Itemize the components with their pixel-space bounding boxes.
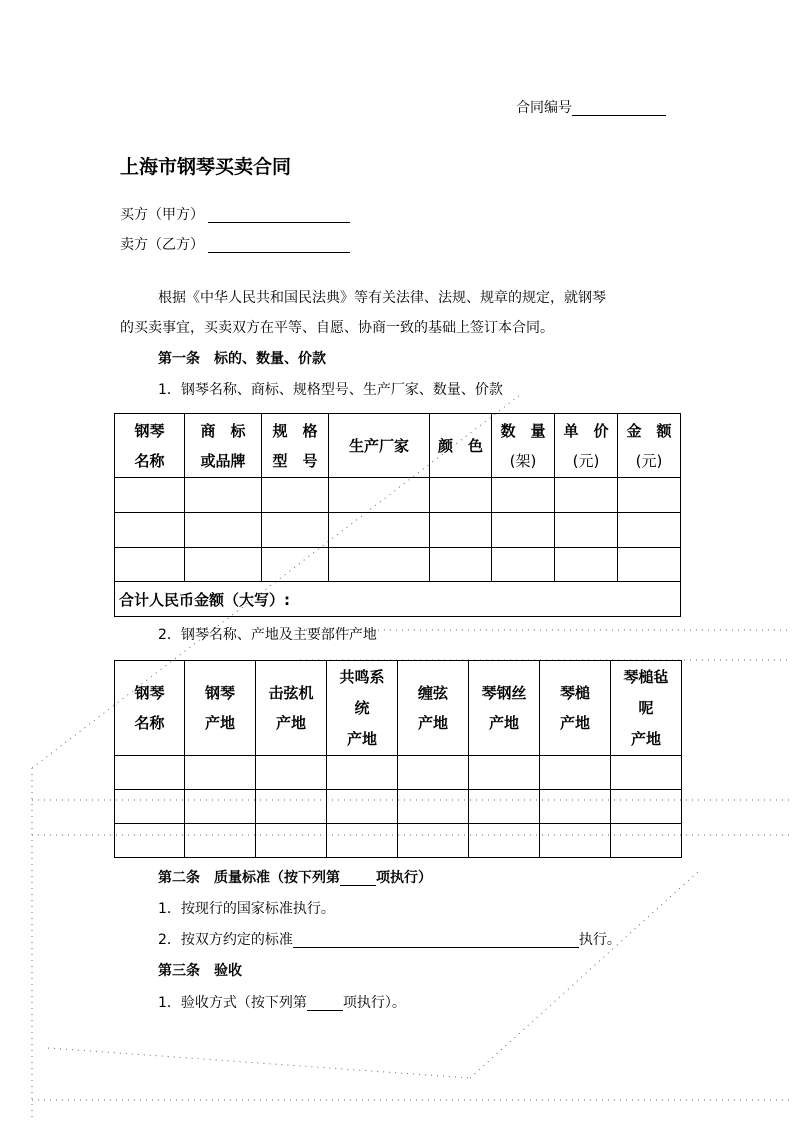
article-2-item-2: [158, 932, 621, 948]
header-bass-string-origin: 缠弦 产地: [398, 661, 469, 756]
header-piano-name: 钢琴 名称: [115, 661, 185, 756]
table-cell[interactable]: [256, 824, 327, 858]
table-cell[interactable]: [256, 756, 327, 790]
table-cell[interactable]: [430, 478, 492, 513]
article-1-heading: 第一条 标的、数量、价款: [158, 351, 326, 367]
table-row: [115, 756, 682, 790]
article-2-item-1: 1．按现行的国家标准执行。: [158, 901, 335, 917]
table-cell[interactable]: [256, 790, 327, 824]
piano-origin-table: [114, 660, 682, 858]
buyer-blank: [208, 208, 350, 223]
header-soundboard-origin: 共鸣系 统 产地: [327, 661, 398, 756]
header-hammer-origin: 琴槌 产地: [540, 661, 611, 756]
header-unit-price: 单 价 (元): [555, 414, 618, 478]
table-cell[interactable]: [469, 756, 540, 790]
contract-number-blank: [572, 101, 666, 116]
table-cell[interactable]: [329, 548, 430, 582]
table-cell[interactable]: [555, 548, 618, 582]
header-brand: 商 标 或品牌: [185, 414, 262, 478]
table-row: [115, 824, 682, 858]
table-cell[interactable]: [329, 513, 430, 548]
table-cell[interactable]: [618, 513, 681, 548]
table-cell[interactable]: [618, 548, 681, 582]
buyer-field: [120, 207, 350, 223]
table-cell[interactable]: [469, 824, 540, 858]
table-cell[interactable]: [540, 790, 611, 824]
table-cell[interactable]: [185, 790, 256, 824]
header-hammer-felt-origin: 琴槌毡 呢 产地: [611, 661, 682, 756]
table-cell[interactable]: [540, 824, 611, 858]
article-3-item-1: [158, 995, 406, 1011]
seller-field: [120, 237, 350, 253]
table-cell[interactable]: [469, 790, 540, 824]
preamble-line-1: 根据《中华人民共和国民法典》等有关法律、法规、规章的规定，就钢琴: [158, 290, 606, 306]
table-cell[interactable]: [618, 478, 681, 513]
table-cell[interactable]: [611, 756, 682, 790]
table-cell[interactable]: [492, 513, 555, 548]
article-1-item-2: 2．钢琴名称、产地及主要部件产地: [158, 627, 377, 643]
table-cell[interactable]: [398, 790, 469, 824]
article-2-item-2-prefix: 2．按双方约定的标准: [158, 932, 293, 948]
table-cell[interactable]: [430, 513, 492, 548]
table-cell[interactable]: [262, 548, 329, 582]
buyer-label: 买方（甲方）: [120, 207, 204, 223]
table-row: [115, 478, 681, 513]
article-2-heading-suffix: 项执行）: [376, 870, 432, 886]
piano-pricing-table: [114, 413, 681, 617]
table-cell[interactable]: [115, 756, 185, 790]
article-3-option-blank[interactable]: [307, 997, 343, 1011]
article-3-item-1-prefix: 1．验收方式（按下列第: [158, 995, 307, 1011]
total-row: [115, 582, 681, 617]
header-piano-origin: 钢琴 产地: [185, 661, 256, 756]
table-cell[interactable]: [327, 824, 398, 858]
article-2-heading: [158, 870, 432, 886]
table-cell[interactable]: [185, 756, 256, 790]
table-row: [115, 548, 681, 582]
table-cell[interactable]: [327, 756, 398, 790]
article-2-option-blank[interactable]: [340, 872, 376, 886]
table-cell[interactable]: [115, 478, 185, 513]
table-cell[interactable]: [185, 548, 262, 582]
table-cell[interactable]: [327, 790, 398, 824]
total-amount-label: 合计人民币金额（大写）:: [115, 582, 681, 617]
contract-number-label: 合同编号: [516, 100, 572, 116]
header-piano-name: 钢琴 名称: [115, 414, 185, 478]
header-color: 颜 色: [430, 414, 492, 478]
table-cell[interactable]: [555, 513, 618, 548]
table-row: [115, 513, 681, 548]
table-cell[interactable]: [540, 756, 611, 790]
table-cell[interactable]: [262, 513, 329, 548]
article-1-item-1: 1．钢琴名称、商标、规格型号、生产厂家、数量、价款: [158, 382, 503, 398]
table-header-row: [115, 414, 681, 478]
table-cell[interactable]: [398, 756, 469, 790]
table-cell[interactable]: [185, 513, 262, 548]
table-cell[interactable]: [185, 824, 256, 858]
article-3-item-1-suffix: 项执行）。: [342, 995, 406, 1011]
header-action-origin: 击弦机 产地: [256, 661, 327, 756]
table-cell[interactable]: [430, 548, 492, 582]
article-3-heading: 第三条 验收: [158, 963, 242, 979]
document-title: 上海市钢琴买卖合同: [120, 156, 292, 178]
table-cell[interactable]: [492, 478, 555, 513]
table-cell[interactable]: [262, 478, 329, 513]
table-cell[interactable]: [329, 478, 430, 513]
seller-blank: [208, 238, 350, 253]
article-2-heading-prefix: 第二条 质量标准（按下列第: [158, 870, 340, 886]
table-cell[interactable]: [185, 478, 262, 513]
contract-number-field: [516, 100, 666, 116]
table-cell[interactable]: [115, 548, 185, 582]
agreed-standard-blank[interactable]: [293, 933, 579, 948]
header-quantity: 数 量 (架): [492, 414, 555, 478]
table-cell[interactable]: [115, 790, 185, 824]
table-cell[interactable]: [611, 790, 682, 824]
seller-label: 卖方（乙方）: [120, 237, 204, 253]
table-cell[interactable]: [555, 478, 618, 513]
preamble-line-2: 的买卖事宜，买卖双方在平等、自愿、协商一致的基础上签订本合同。: [120, 320, 554, 336]
table-cell[interactable]: [115, 513, 185, 548]
table-cell[interactable]: [611, 824, 682, 858]
header-model: 规 格 型 号: [262, 414, 329, 478]
header-steel-wire-origin: 琴钢丝 产地: [469, 661, 540, 756]
table-header-row: [115, 661, 682, 756]
header-manufacturer: 生产厂家: [329, 414, 430, 478]
header-amount: 金 额 (元): [618, 414, 681, 478]
table-cell[interactable]: [492, 548, 555, 582]
table-cell[interactable]: [115, 824, 185, 858]
article-2-item-2-suffix: 执行。: [578, 932, 621, 948]
table-row: [115, 790, 682, 824]
table-cell[interactable]: [398, 824, 469, 858]
